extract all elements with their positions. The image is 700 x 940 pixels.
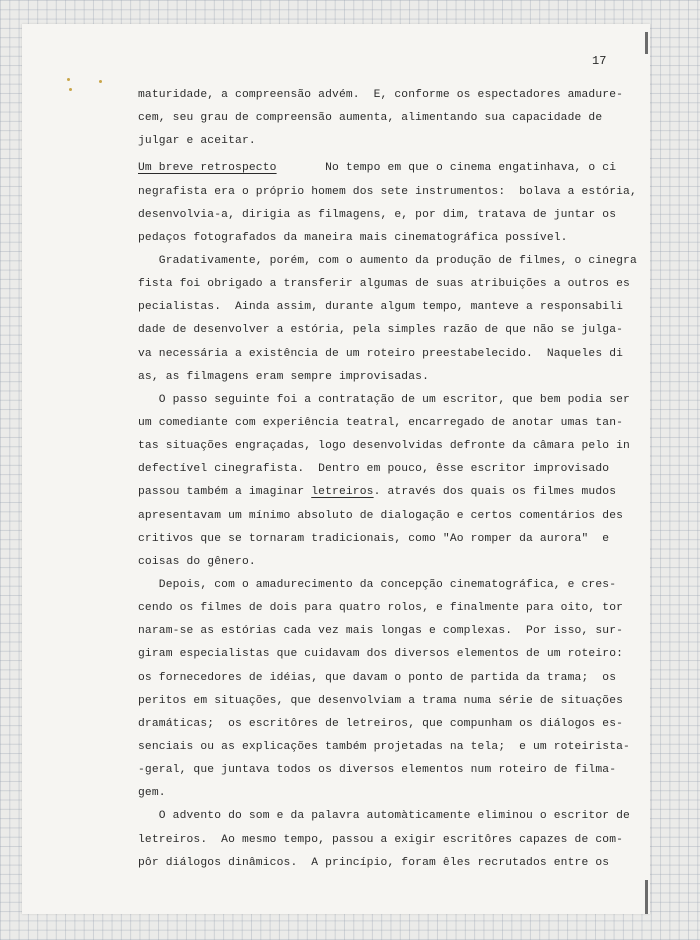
text-line-with-underline bbox=[138, 481, 617, 504]
page-number: 17 bbox=[592, 54, 607, 68]
edge-mark-top bbox=[645, 32, 648, 54]
text-line: tas situações engraçadas, logo desenvolvidas defronte da câmara pelo in bbox=[138, 440, 630, 453]
text-line: -geral, que juntava todos os diversos elementos num roteiro de filma- bbox=[138, 764, 617, 777]
text-line: maturidade, a compreensão advém. E, conforme os espectadores amadure- bbox=[138, 89, 624, 101]
text-segment: . através dos quais os filmes mudos bbox=[373, 486, 617, 499]
text-line: No tempo em que o cinema engatinhava, o ci bbox=[325, 162, 617, 175]
text-line: Gradativamente, porém, com o aumento da produção de filmes, o cinegra bbox=[138, 254, 637, 267]
text-line: os fornecedores de idéias, que davam o ponto de partida da trama; os bbox=[138, 671, 617, 684]
text-line: cendo os filmes de dois para quatro rolos, e finalmente para oito, tor bbox=[138, 602, 624, 615]
text-line: desenvolvia-a, dirigia as filmagens, e, por dim, tratava de juntar os bbox=[138, 208, 617, 221]
text-line: julgar e aceitar. bbox=[138, 135, 256, 148]
document-text bbox=[138, 84, 637, 875]
text-line: peritos em situações, que desenvolviam a trama numa série de situações bbox=[138, 694, 624, 707]
text-line: negrafista era o próprio homem dos sete instrumentos: bolava a estória, bbox=[138, 185, 637, 198]
text-line: naram-se as estórias cada vez mais longas e complexas. Por isso, sur- bbox=[138, 625, 624, 638]
text-line: pôr diálogos dinâmicos. A princípio, foram êles recrutados entre os bbox=[138, 856, 610, 869]
text-line: giram especialistas que cuidavam dos diversos elementos de um roteiro: bbox=[138, 648, 624, 661]
text-line: apresentavam um mínimo absoluto de dialogação e certos comentários des bbox=[138, 509, 624, 522]
text-line: O advento do som e da palavra automàticamente eliminou o escritor de bbox=[138, 810, 630, 823]
text-line: O passo seguinte foi a contratação de um escritor, que bem podia ser bbox=[138, 393, 630, 406]
section-heading: Um breve retrospecto bbox=[138, 162, 277, 175]
text-line: um comediante com experiência teatral, encarregado de anotar umas tan- bbox=[138, 416, 624, 429]
text-line: letreiros. Ao mesmo tempo, passou a exigir escritôres capazes de com- bbox=[138, 833, 624, 846]
edge-mark-bottom bbox=[645, 880, 648, 914]
text-line: defectível cinegrafista. Dentro em pouco, êsse escritor improvisado bbox=[138, 463, 610, 476]
text-segment: passou também a imaginar bbox=[138, 486, 312, 499]
text-line: senciais ou as explicações também projetadas na tela; e um roteirista- bbox=[138, 740, 630, 753]
text-line: Depois, com o amadurecimento da concepção cinematográfica, e cres- bbox=[138, 578, 617, 591]
text-line: pecialistas. Ainda assim, durante algum tempo, manteve a responsabili bbox=[138, 301, 624, 314]
text-line: fista foi obrigado a transferir algumas de suas atribuições a outros es bbox=[138, 278, 630, 291]
text-line: pedaços fotografados da maneira mais cinematográfica possível. bbox=[138, 231, 568, 244]
underlined-word: letreiros bbox=[311, 486, 374, 499]
text-line: coisas do gênero. bbox=[138, 555, 256, 568]
section-heading-line bbox=[138, 157, 617, 180]
text-line: gem. bbox=[138, 787, 166, 800]
text-line: as, as filmagens eram sempre improvisadas. bbox=[138, 370, 430, 383]
text-line: dramáticas; os escritôres de letreiros, que compunham os diálogos es- bbox=[138, 717, 624, 730]
text-line: va necessária a existência de um roteiro preestabelecido. Naqueles di bbox=[138, 347, 624, 360]
text-line: cem, seu grau de compreensão aumenta, alimentando sua capacidade de bbox=[138, 112, 603, 125]
text-line: dade de desenvolver a estória, pela simples razão de que não se julga- bbox=[138, 324, 624, 337]
text-line: critivos que se tornaram tradicionais, como "Ao romper da aurora" e bbox=[138, 532, 610, 545]
